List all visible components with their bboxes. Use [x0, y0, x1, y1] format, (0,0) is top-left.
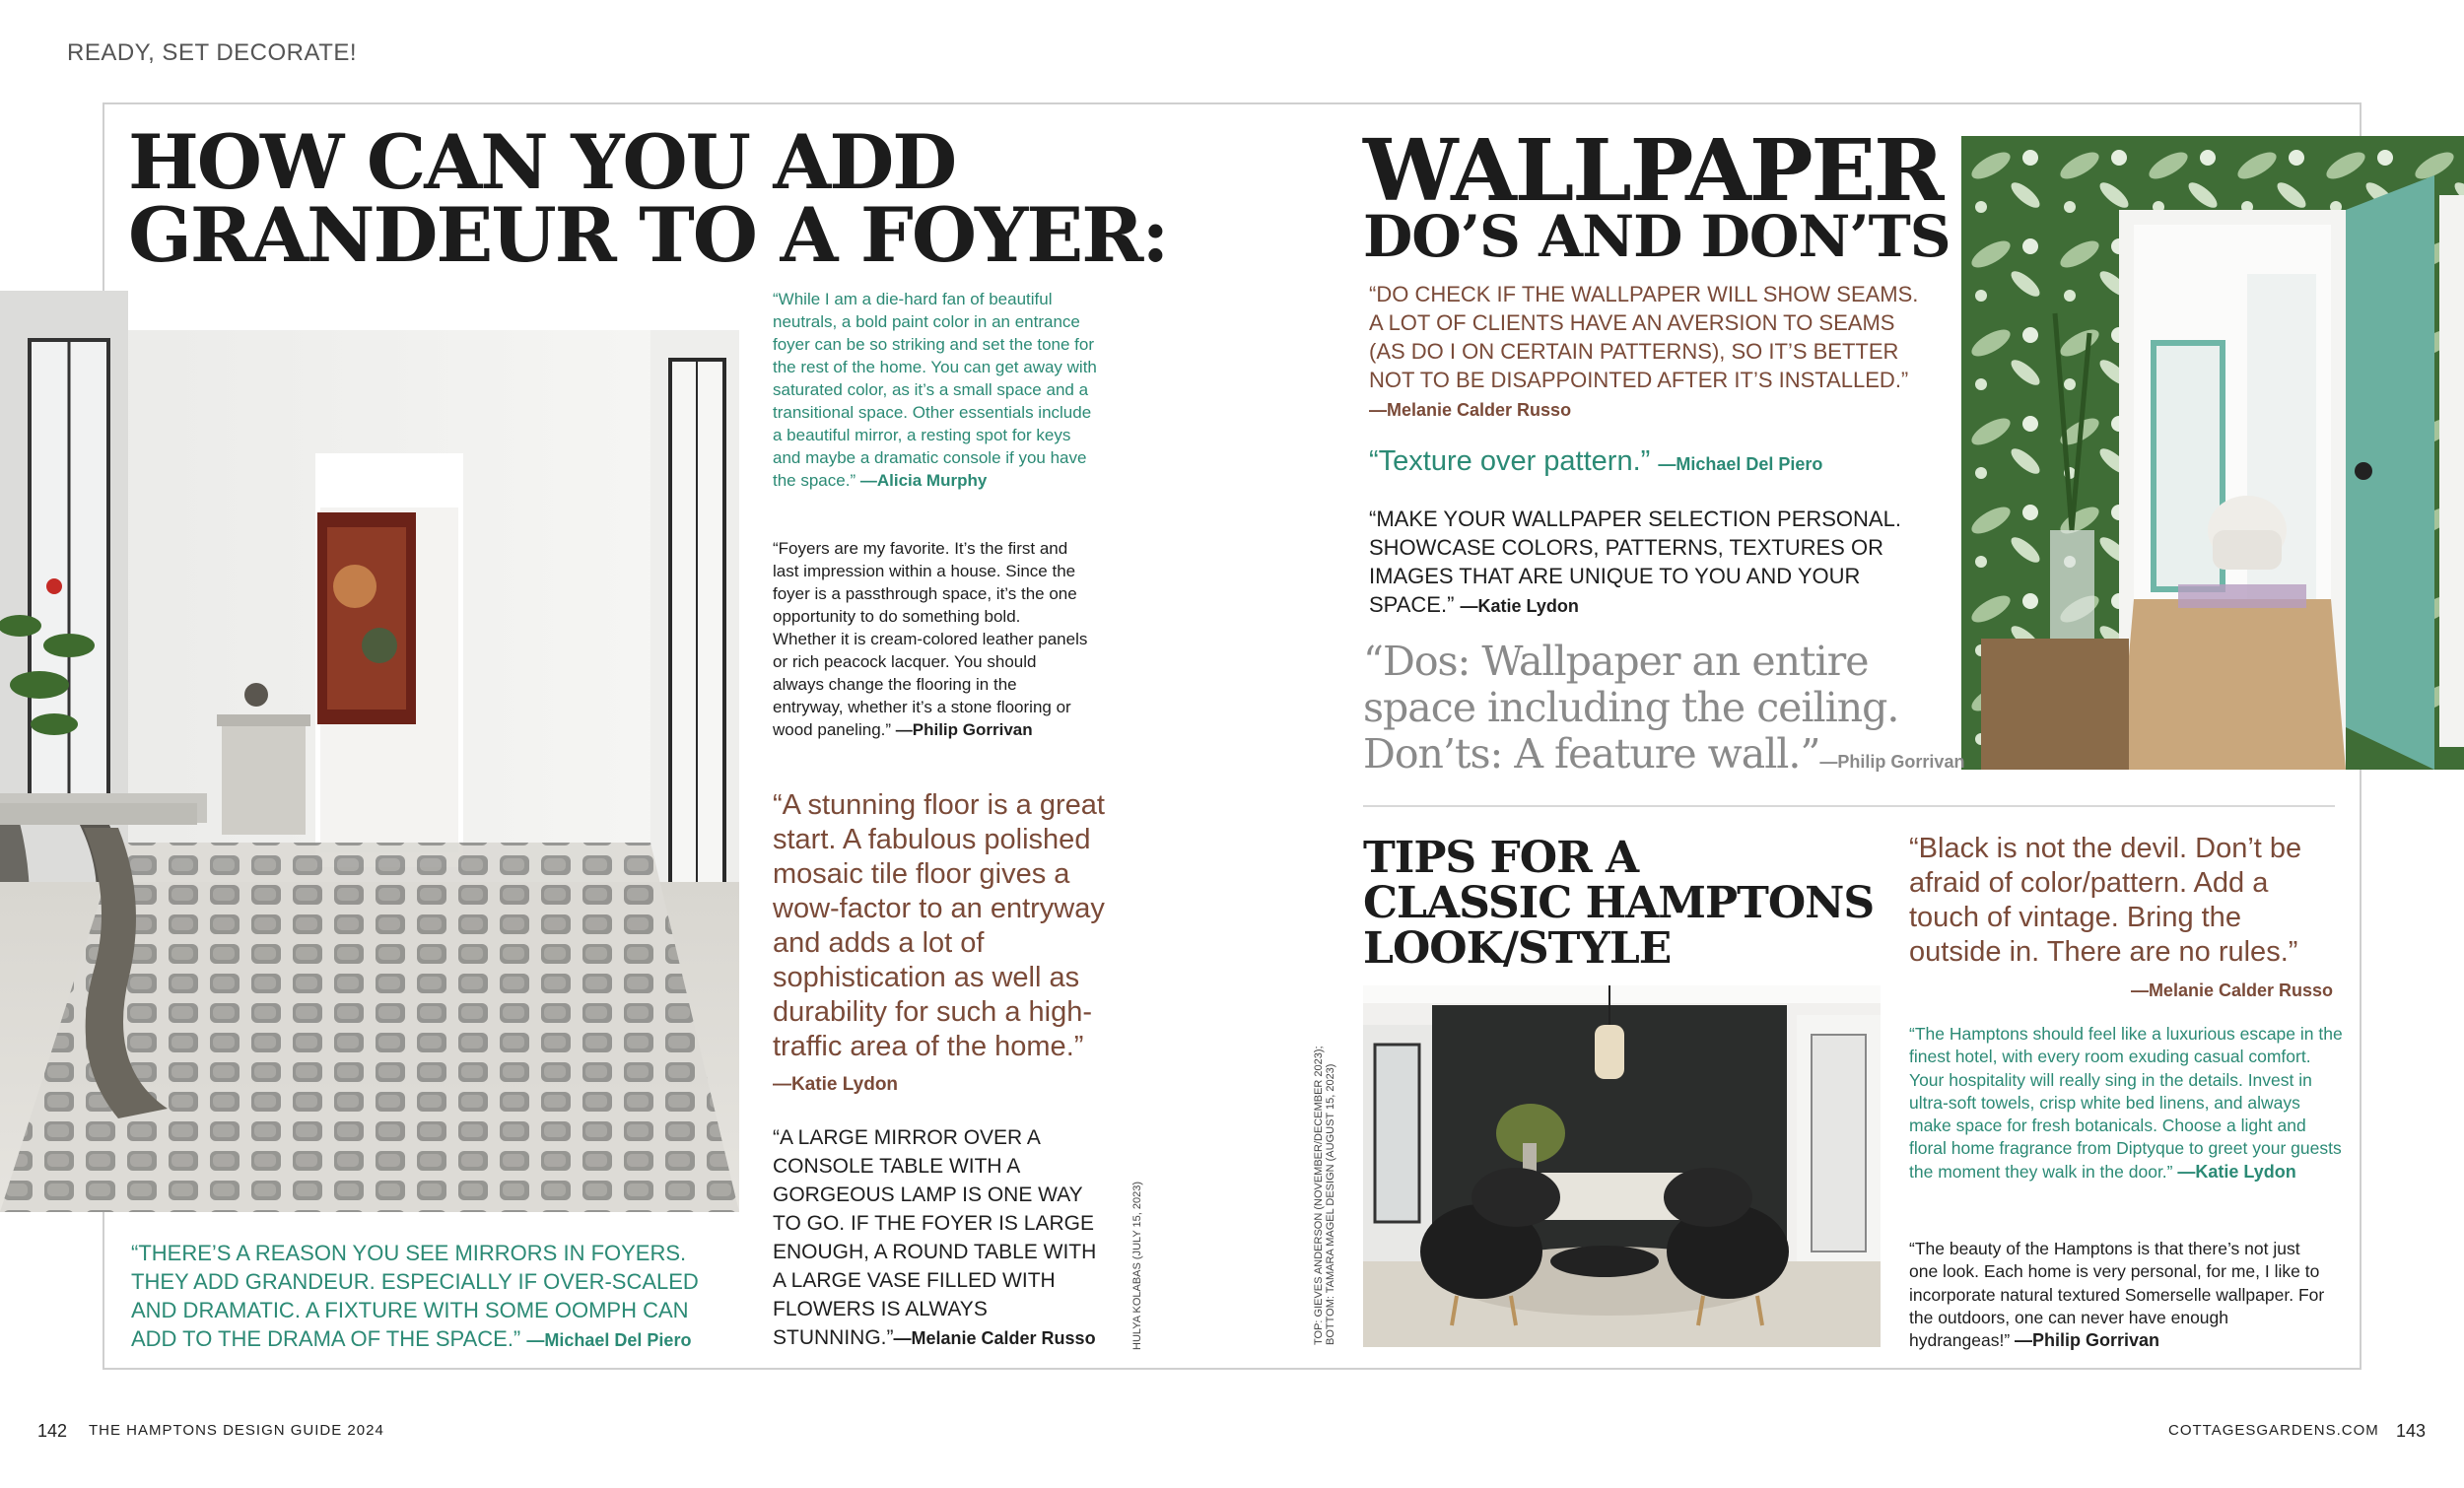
photo-credit-right — [1313, 1046, 1336, 1345]
foyer-headline — [128, 118, 1168, 280]
quote-author: —Melanie Calder Russo — [2130, 981, 2333, 1000]
quote-author: —Philip Gorrivan — [1819, 752, 1965, 772]
quote-text: “DO CHECK IF THE WALLPAPER WILL SHOW SEAMS. A LOT OF CLIENTS HAVE AN AVERSION TO SEAMS (AS DO I ON CERTAIN PATTERNS), SO IT’S BETTER NOT TO BE DISAPPOINTED AFTER IT’S INSTALLED.” — [1369, 282, 1919, 392]
wallpaper-room-photo — [1961, 136, 2464, 770]
quote-text: “Foyers are my favorite. It’s the first and last impression within a house. Since the foyer is a passthrough space, it’s the one opportunity to do something bold. Whether it is cream-colored leather panels or rich peacock lacquer. You should always change the flooring in the entryway, whether it’s a stone flooring or wood paneling.” — [773, 539, 1088, 739]
quote-tips-lydon — [1909, 1023, 2343, 1184]
quote-tips-gorrivan — [1909, 1238, 2333, 1352]
quote-michael-del-piero — [131, 1239, 722, 1355]
quote-text: “Black is not the devil. Don’t be afraid of color/pattern. Add a touch of vintage. Bring the outside in. There are no rules.” — [1909, 833, 2302, 968]
quote-author: —Michael Del Piero — [526, 1330, 692, 1350]
quote-text: “The beauty of the Hamptons is that there’s not just one look. Each home is very personal, for me, I like to incorporate natural textured Somerselle wallpaper. For the outdoors, one can never have enough hydrangeas!” — [1909, 1239, 2325, 1351]
quote-alicia-murphy — [773, 288, 1098, 492]
quote-author: —Alicia Murphy — [859, 471, 988, 490]
quote-melanie-calder-russo — [773, 1123, 1113, 1353]
quote-author: —Michael Del Piero — [1658, 454, 1823, 474]
left-page-number: 142 — [37, 1421, 68, 1441]
right-page-number: 143 — [2396, 1421, 2427, 1441]
quote-text: “MAKE YOUR WALLPAPER SELECTION PERSONAL. SHOWCASE COLORS, PATTERNS, TEXTURES OR IMAGES THAT ARE UNIQUE TO YOU AND YOUR SPACE.” — [1369, 507, 1901, 617]
tips-headline-line1: TIPS FOR A — [1363, 833, 1639, 883]
photo-credit-right-line2: BOTTOM: TAMARA MAGEL DESIGN (AUGUST 15, 2023) — [1325, 1063, 1336, 1345]
section-label: READY, SET DECORATE! — [67, 39, 358, 66]
quote-text: “Dos: Wallpaper an entire space including the ceiling. Don’ts: A feature wall.” — [1363, 638, 1899, 778]
quote-wallpaper-lydon — [1369, 505, 1941, 621]
quote-philip-gorrivan — [773, 537, 1088, 741]
wallpaper-headline-line2: DO’S AND DON’TS — [1363, 203, 1951, 271]
quote-author: —Katie Lydon — [2177, 1161, 2296, 1182]
wallpaper-headline-line1: WALLPAPER — [1363, 121, 1943, 221]
right-website: COTTAGESGARDENS.COM — [2168, 1422, 2379, 1439]
tips-headline-line2: CLASSIC HAMPTONS — [1363, 878, 1875, 928]
quote-text: “The Hamptons should feel like a luxurious escape in the finest hotel, with every room exuding casual comfort. Your hospitality will really sing in the details. Invest in ultra-soft towels, crisp white bed linens, and always make space for fresh botanicals. Choose a light and floral home fragrance from Diptyque to greet your guests the moment they walk in the door.” — [1909, 1024, 2343, 1182]
quote-text: “A stunning floor is a great start. A fabulous polished mosaic tile floor gives a wow-factor to an entryway and adds a lot of sophistication as well as durability for such a high-traffic area of the home.” — [773, 789, 1105, 1062]
photo-credit-left: HULYA KOLABAS (JULY 15, 2023) — [1131, 1182, 1143, 1350]
quote-katie-lydon — [773, 788, 1108, 1102]
quote-wallpaper-russo — [1369, 280, 1921, 425]
quote-text: “A LARGE MIRROR OVER A CONSOLE TABLE WITH A GORGEOUS LAMP IS ONE WAY TO GO. IF THE FOYER IS LARGE ENOUGH, A ROUND TABLE WITH A LARGE VASE FILLED WITH FLOWERS IS ALWAYS STUNNING.” — [773, 1126, 1097, 1349]
tips-headline-line3: LOOK/STYLE — [1363, 923, 1672, 974]
foyer-photo — [0, 291, 739, 1212]
quote-text: “While I am a die-hard fan of beautiful neutrals, a bold paint color in an entrance foyer can be so striking and set the tone for the rest of the home. You can get away with saturated color, as it’s a small space and a transitional space. Other essentials include a beautiful mirror, a resting spot for keys and maybe a dramatic console if you have the space.” — [773, 290, 1097, 490]
quote-wallpaper-gorrivan — [1363, 639, 1974, 785]
quote-text: “Texture over pattern.” — [1369, 445, 1651, 477]
quote-text: “THERE’S A REASON YOU SEE MIRRORS IN FOYERS. THEY ADD GRANDEUR. ESPECIALLY IF OVER-SCALED AND DRAMATIC. A FIXTURE WITH SOME OOMPH CAN ADD TO THE DRAMA OF THE SPACE.” — [131, 1241, 699, 1351]
left-publication-title: THE HAMPTONS DESIGN GUIDE 2024 — [89, 1422, 384, 1439]
quote-author: —Philip Gorrivan — [2015, 1330, 2160, 1351]
quote-author: —Melanie Calder Russo — [893, 1328, 1096, 1348]
quote-author: —Katie Lydon — [773, 1074, 899, 1095]
foyer-headline-line1: HOW CAN YOU ADD — [128, 118, 956, 206]
tips-headline — [1363, 833, 1875, 974]
photo-credit-right-line1: TOP: GIEVES ANDERSON (NOVEMBER/DECEMBER 2023); — [1313, 1046, 1325, 1345]
quote-author: —Melanie Calder Russo — [1369, 400, 1572, 420]
quote-author: —Katie Lydon — [1460, 596, 1579, 616]
living-room-photo — [1363, 985, 1881, 1347]
quote-author: —Philip Gorrivan — [895, 720, 1033, 739]
quote-tips-russo — [1909, 832, 2333, 1008]
quote-wallpaper-delpiero — [1369, 443, 1921, 482]
foyer-headline-line2: GRANDEUR TO A FOYER: — [128, 191, 1168, 280]
section-divider — [1363, 805, 2335, 807]
wallpaper-headline — [1363, 121, 1951, 271]
